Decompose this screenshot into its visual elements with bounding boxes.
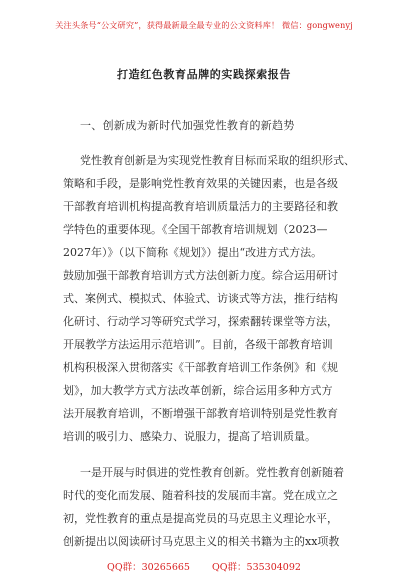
paragraph-line: 培训的吸引力、感染力、说服力，提高了培训质量。 — [63, 430, 316, 443]
paragraph-line: 初，党性教育的重点是提高党员的马克思主义理论水平， — [63, 512, 338, 525]
paragraph-line: 时代的变化而发展、随着科技的发展而丰富。党在成立之 — [63, 489, 338, 502]
paragraph-line: 学特色的重要体现。《全国干部教育培训规划（2023— — [63, 223, 328, 236]
qq-group-2: QQ群：535304092 — [211, 562, 301, 573]
paragraph-line: 党性教育创新是为实现党性教育目标而采取的组织形式、 — [80, 154, 355, 167]
paragraph-line: 2027年）》（以下简称《规划》）提出“改进方式方法。 — [63, 246, 323, 259]
paragraph-line: 划》，加大教学方式方法改革创新，综合运用多种方式方 — [63, 384, 333, 397]
paragraph-line: 创新提出以阅读研讨马克思主义的相关书籍为主的xx项教 — [63, 535, 340, 548]
qq-group-1: QQ群：30265665 — [107, 562, 190, 573]
paragraph-line: 策略和手段，是影响党性教育效果的关键因素，也是各级 — [63, 177, 338, 190]
paragraph-line: 鼓励加强干部教育培训方式方法创新力度。综合运用研讨 — [63, 269, 338, 282]
paragraph-line: 干部教育培训机构提高教育培训质量活力的主要路径和教 — [63, 200, 338, 213]
paragraph-line: 化研讨、行动学习等研究式学习，探索翻转课堂等方法， — [63, 315, 338, 328]
footer-contact — [0, 559, 408, 573]
section-heading: 一、创新成为新时代加强党性教育的新趋势 — [80, 119, 295, 132]
paragraph-line: 开展教学方法运用示范培训”。目前，各级干部教育培训 — [63, 338, 333, 351]
promo-banner: 关注头条号“公文研究”，获得最新最全最专业的公文资料库！ 微信：gongwenyj — [55, 20, 353, 30]
document-title: 打造红色教育品牌的实践探索报告 — [117, 68, 291, 81]
paragraph-line: 式、案例式、模拟式、体验式、访谈式等方法，推行结构 — [63, 292, 338, 305]
paragraph-line: 一是开展与时俱进的党性教育创新。党性教育创新随着 — [80, 466, 344, 479]
paragraph-line: 法开展教育培训，不断增强干部教育培训特别是党性教育 — [63, 407, 338, 420]
paragraph-line: 机构积极深入贯彻落实《干部教育培训工作条例》和《规 — [63, 361, 338, 374]
